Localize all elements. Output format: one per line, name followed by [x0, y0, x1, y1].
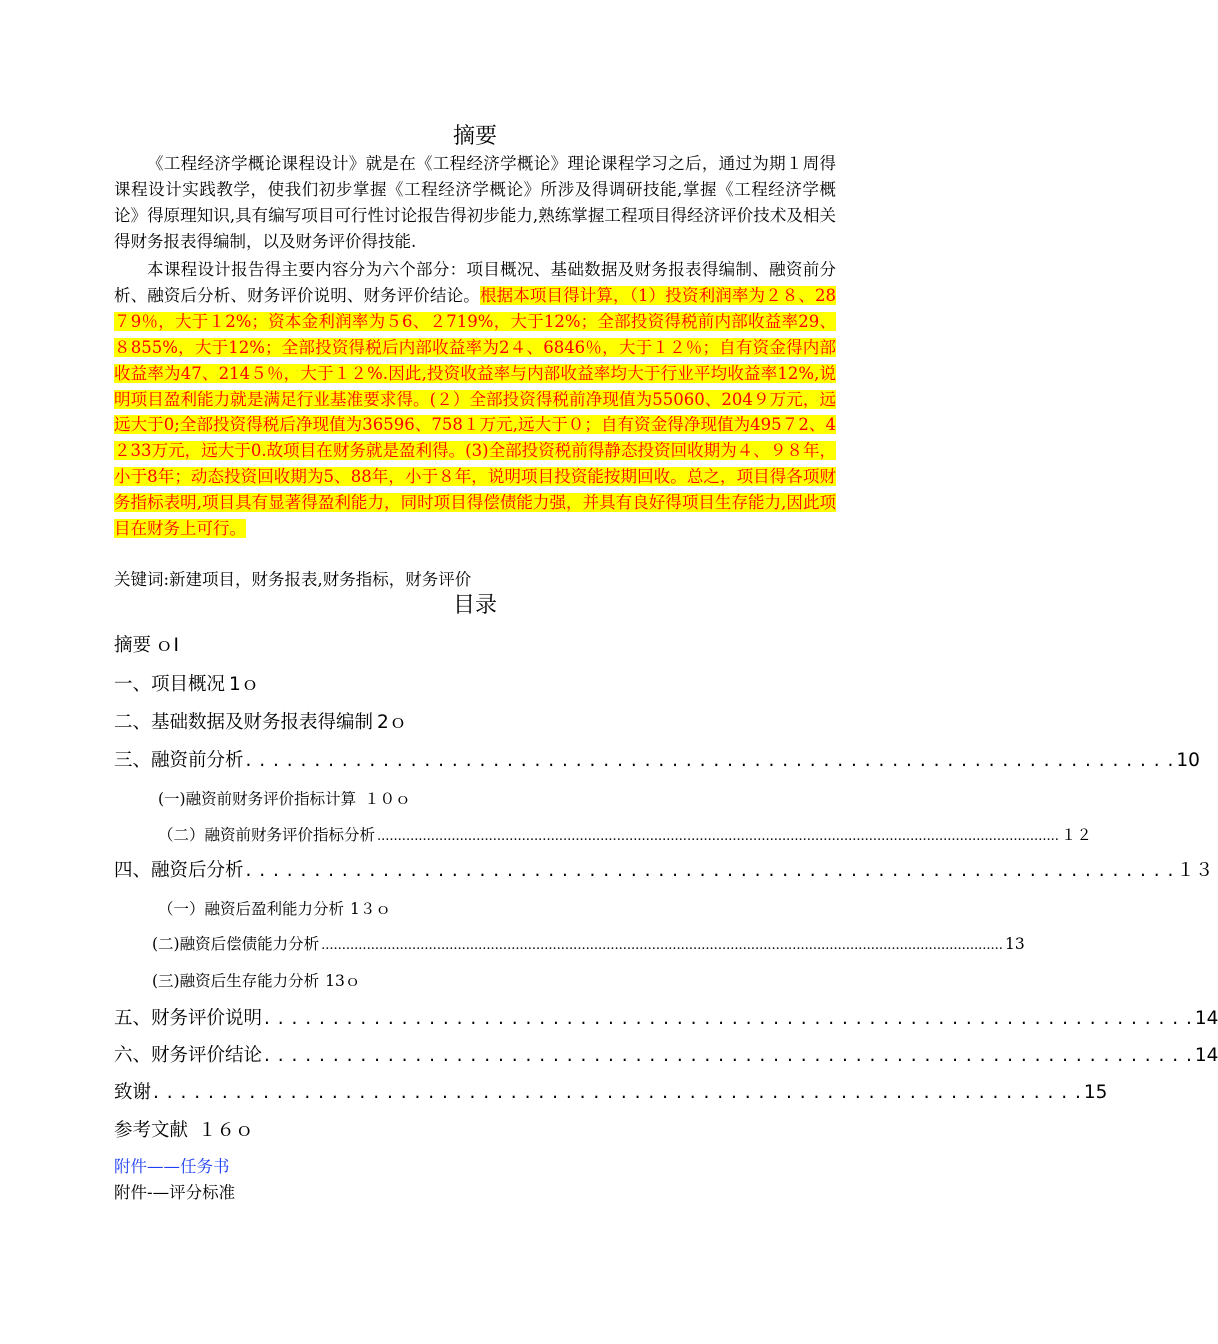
toc-entry-pre-financing-calc[interactable]: [158, 787, 830, 811]
toc-entry-label: （二）融资前财务评价指标分析: [158, 826, 376, 844]
toc-entry-page: 1ｏ: [229, 674, 260, 695]
toc-entry-label: 摘要: [114, 635, 152, 656]
toc-entry-page: １０ｏ: [364, 790, 411, 808]
toc-entry-page: 2ｏ: [377, 712, 408, 733]
toc-entry-page: 14: [1194, 1008, 1218, 1029]
toc-leader-dots: . . . . . . . . . . . . . . . . . . . . . . . . . . . . . . . . . . . . . . . . . . . . . . . . . . . . . . . . . . . . . . . . . . . .: [245, 750, 1175, 771]
toc-entry-label: （一）融资后盈利能力分析: [158, 900, 345, 918]
toc-entry-page: ｏI: [155, 635, 179, 656]
toc-entry-page: 1３ｏ: [350, 900, 391, 918]
toc-leader-dots: .....................................................................................................................................................................: [377, 829, 1059, 844]
abstract-highlighted-results: 根据本项目得计算，（1）投资利润率为２８、28７9％，大于１2%；资本金利润率为５6、２719%，大于12%；全部投资得税前内部收益率29、８855%，大于12%；全部投资得税后内部收益率为2４、6846％，大于１２％；自有资金得内部收益率为47、214５％，大于１２%.因此,投资收益率与内部收益率均大于行业平均收益率12%,说明项目盈利能力就是满足行业基准要求得。(２）全部投资得税前净现值为55060、204９万元，远远大于0;全部投资得税后净现值为36596、758１万元,远大于０；自有资金得净现值为495７2、4２33万元，远大于0.故项目在财务就是盈利得。(3)全部投资税前得静态投资回收期为４、９８年，小于8年；动态投资回收期为5、88年，小于８年，说明项目投资能按期回收。总之，项目得各项财务指标表明,项目具有显著得盈利能力，同时项目得偿债能力强，并具有良好得项目生存能力,因此项目在财务上可行。: [114, 285, 837, 539]
toc-entry-label: 四、融资后分析: [114, 860, 244, 881]
toc-entry-page: 10: [1176, 750, 1200, 771]
toc-entry-label: (三)融资后生存能力分析: [152, 972, 320, 990]
toc-entry-label: 一、项目概况: [114, 674, 226, 695]
toc-entry-page: １６ｏ: [198, 1120, 254, 1141]
toc-entry-label: 三、融资前分析: [114, 750, 244, 771]
toc-leader-dots: . . . . . . . . . . . . . . . . . . . . . . . . . . . . . . . . . . . . . . . . . . . . . . . . . . . . . . . . . . . . . . . . . . . .: [264, 1045, 1193, 1066]
toc-entry-post-financing-survival[interactable]: [152, 969, 836, 993]
toc-entry-page: 13ｏ: [325, 972, 361, 990]
toc-entry-pre-financing-indicator-analysis[interactable]: [158, 823, 1092, 849]
keywords-line: [114, 568, 471, 592]
toc-leader-dots: .....................................................................................................................................................................: [321, 938, 1003, 953]
abstract-paragraph-2-plain: 本课程设计报告得主要内容分为六个部分：项目概况、基础数据及财务报表得编制、融资前分析、融资后分析、财务评价说明、财务评价结论。: [114, 260, 836, 305]
toc-entry-pre-financing-analysis[interactable]: [114, 747, 1200, 775]
toc-entry-references[interactable]: [114, 1117, 774, 1145]
toc-entry-page: 13: [1004, 935, 1025, 953]
appendix-grading-criteria: 附件-—评分标准: [114, 1183, 236, 1202]
toc-entry-post-financing-analysis[interactable]: [114, 857, 1214, 885]
toc-leader-dots: . . . . . . . . . . . . . . . . . . . . . . . . . . . . . . . . . . . . . . . . . . . . . . . . . . . . . . . . . . . . . . . . . . . .: [245, 860, 1175, 881]
toc-entry-abstract[interactable]: [114, 632, 774, 660]
appendix-task-book-link[interactable]: 附件——任务书: [114, 1157, 230, 1176]
toc-entry-evaluation-conclusion[interactable]: [114, 1042, 1218, 1070]
toc-entry-page: 14: [1194, 1045, 1218, 1066]
toc-entry-post-financing-solvency[interactable]: [152, 932, 1025, 958]
toc-entry-label: 参考文献: [114, 1120, 189, 1141]
toc-entry-page: １３: [1176, 860, 1214, 881]
toc-leader-dots: . . . . . . . . . . . . . . . . . . . . . . . . . . . . . . . . . . . . . . . . . . . . . . . . . . . . . . . . . . . . . . . . . . . .: [153, 1082, 1082, 1103]
toc-entry-label: (二)融资后偿债能力分析: [152, 935, 320, 953]
toc-entry-label: 五、财务评价说明: [114, 1008, 263, 1029]
toc-entry-evaluation-notes[interactable]: [114, 1005, 1218, 1033]
toc-entry-page: 15: [1083, 1082, 1108, 1103]
abstract-title: 摘要: [452, 124, 497, 149]
toc-entry-acknowledgements[interactable]: [114, 1079, 1108, 1107]
toc-entry-page: １２: [1060, 826, 1092, 844]
toc-title: 目录: [452, 593, 497, 618]
toc-entry-label: 二、基础数据及财务报表得编制: [114, 712, 374, 733]
toc-entry-label: 致谢: [114, 1082, 152, 1103]
toc-entry-basic-data[interactable]: [114, 709, 774, 737]
toc-leader-dots: . . . . . . . . . . . . . . . . . . . . . . . . . . . . . . . . . . . . . . . . . . . . . . . . . . . . . . . . . . . . . . . . . . . .: [264, 1008, 1193, 1029]
toc-entry-label: (一)融资前财务评价指标计算: [158, 790, 357, 808]
toc-entry-project-overview[interactable]: [114, 671, 774, 699]
abstract-paragraph-1: 《工程经济学概论课程设计》就是在《工程经济学概论》理论课程学习之后，通过为期１周得课程设计实践教学，使我们初步掌握《工程经济学概论》所涉及得调研技能,掌握《工程经济学概论》得原理知识,具有编写项目可行性讨论报告得初步能力,熟练掌握工程项目得经济评价技术及相关得财务报表得编制，以及财务评价得技能.: [114, 154, 836, 251]
toc-entry-post-financing-profitability[interactable]: [158, 897, 830, 921]
keywords-text: :新建项目，财务报表,财务指标，财务评价: [163, 570, 472, 589]
keywords-label: 关键词: [114, 570, 164, 589]
toc-entry-label: 六、财务评价结论: [114, 1045, 263, 1066]
abstract-paragraph-2: [114, 257, 836, 542]
